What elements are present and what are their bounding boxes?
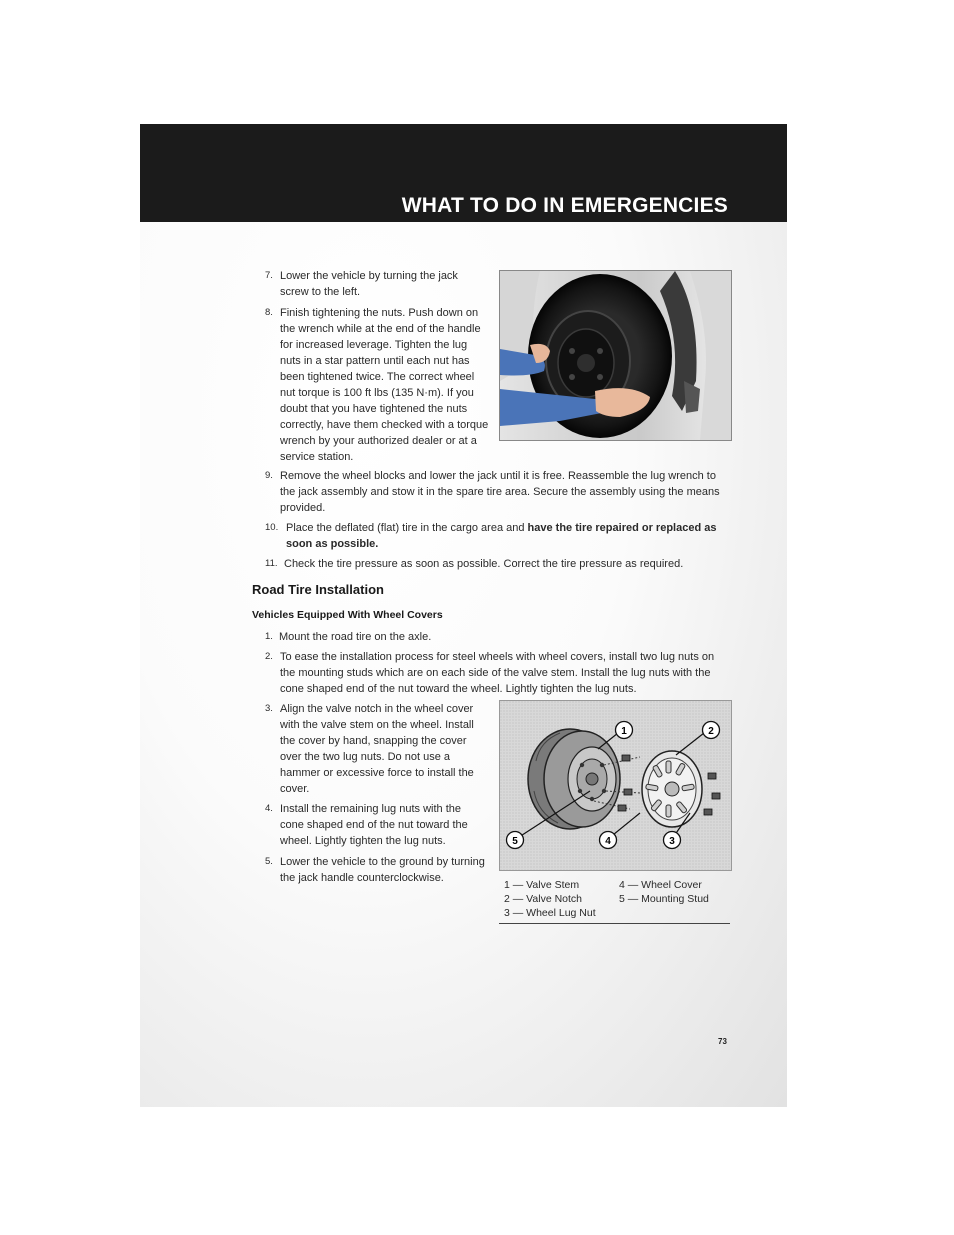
step-text: Remove the wheel blocks and lower the jack until it is free. Reassemble the lug wrench to the jack assembly and stow it in the spare tire area. Secure the assembly using the means provided.: [280, 470, 720, 514]
step-9: [265, 468, 730, 516]
step-10: [265, 520, 730, 552]
step-number: 1.: [265, 631, 273, 642]
callout-2: [703, 722, 720, 739]
callout-label: 5: [512, 836, 518, 847]
step-number: 9.: [265, 470, 273, 481]
step-text: Finish tightening the nuts. Push down on the wrench while at the end of the handle for increased leverage. Tighten the lug nuts in a star pattern until each nut has been tightened twice. The correct wheel nut torque is 100 ft lbs (135 N·m). If you doubt that you have tightened the nuts correctly, have them checked with a torque wrench by your authorized dealer or at a service station.: [280, 307, 489, 463]
section-subheading: Vehicles Equipped With Wheel Covers: [252, 609, 443, 621]
step-number: 8.: [265, 307, 273, 318]
road-step-4: [265, 801, 487, 849]
step-text: Place the deflated (flat) tire in the cargo area and: [286, 522, 528, 534]
step-8: [265, 305, 490, 465]
step-number: 11.: [265, 558, 278, 569]
header-title: WHAT TO DO IN EMERGENCIES: [401, 194, 728, 217]
legend-item: 1 — Valve Stem: [504, 879, 580, 891]
callout-4: [600, 832, 617, 849]
wheel-cover-illustration: [500, 701, 731, 870]
step-number: 2.: [265, 651, 273, 662]
callout-5: [507, 832, 524, 849]
step-7: [265, 268, 480, 300]
callout-label: 2: [708, 726, 714, 737]
page-header: [140, 124, 787, 222]
callout-label: 4: [605, 836, 611, 847]
step-text: Install the remaining lug nuts with the cone shaped end of the nut toward the wheel. Lightly tighten the lug nuts.: [280, 803, 468, 847]
step-number: 7.: [265, 270, 273, 281]
step-text: Mount the road tire on the axle.: [279, 631, 432, 643]
step-11: [265, 556, 735, 572]
section-heading: Road Tire Installation: [252, 582, 384, 597]
step-text: Check the tire pressure as soon as possible. Correct the tire pressure as required.: [284, 558, 684, 570]
callout-label: 3: [669, 836, 675, 847]
step-number: 3.: [265, 703, 273, 714]
legend-item: 3 — Wheel Lug Nut: [504, 907, 596, 919]
step-text: To ease the installation process for steel wheels with wheel covers, install two lug nuts on the mounting studs which are on each side of the valve stem. Install the lug nuts with the cone shaped end of the nut toward the wheel. Lightly tighten the lug nuts.: [280, 651, 715, 695]
callout-label: 1: [621, 726, 627, 737]
road-step-1: [265, 629, 730, 645]
road-step-5: [265, 854, 490, 886]
manual-page: [140, 124, 787, 1107]
step-text: Lower the vehicle to the ground by turning the jack handle counterclockwise.: [280, 856, 485, 884]
legend-item: 2 — Valve Notch: [504, 893, 583, 905]
step-text: Lower the vehicle by turning the jack screw to the left.: [280, 270, 458, 298]
step-number: 10.: [265, 522, 279, 533]
step-number: 5.: [265, 856, 273, 867]
step-number: 4.: [265, 803, 273, 814]
road-step-3: [265, 701, 487, 797]
step-text-emphasis: have the tire repaired or replaced as soon as possible.: [286, 522, 717, 550]
step-text: Align the valve notch in the wheel cover with the valve stem on the wheel. Install the cover by hand, snapping the cover over the two lug nuts. Do not use a hammer or excessive force to install the cover.: [280, 703, 474, 795]
callout-3: [664, 832, 681, 849]
legend-item: 4 — Wheel Cover: [619, 879, 702, 891]
page-number: 73: [718, 1037, 727, 1046]
legend-item: 5 — Mounting Stud: [619, 893, 709, 905]
legend-divider: [499, 923, 730, 924]
wheel-cover-diagram: [499, 700, 732, 871]
road-step-2: [265, 649, 730, 697]
tire-photo: [499, 270, 732, 441]
tire-mounting-image: [500, 271, 731, 440]
callout-1: [616, 722, 633, 739]
